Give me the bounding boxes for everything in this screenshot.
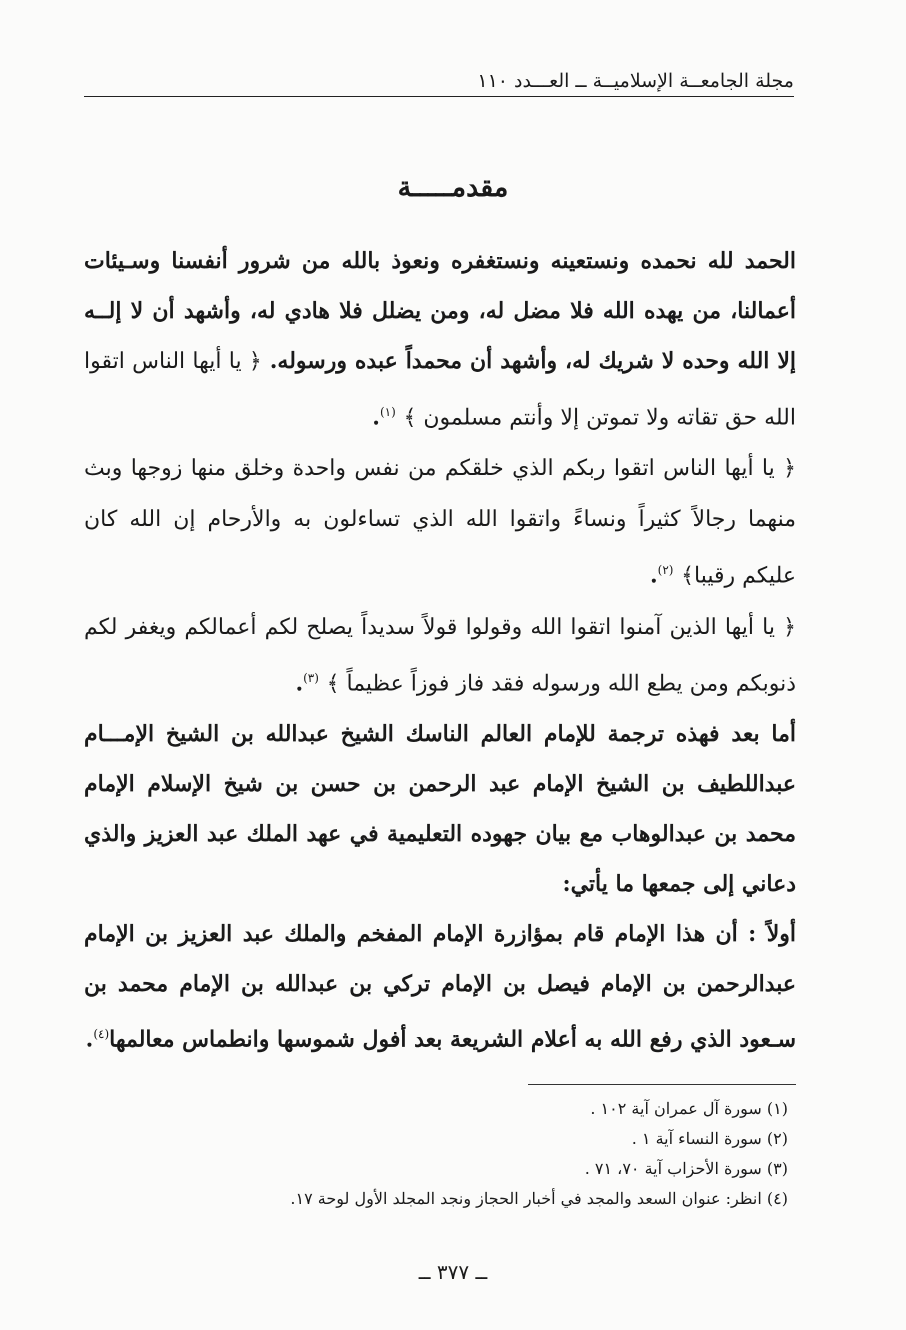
footnote-divider <box>528 1084 796 1085</box>
page-number: ــ ٣٧٧ ــ <box>418 1260 488 1284</box>
footnote-4: (٤) انظر: عنوان السعد والمجد في أخبار الحجاز ونجد المجلد الأول لوحة ١٧. <box>290 1189 788 1208</box>
section-title: مقدمـــــة <box>397 172 509 203</box>
footnote-ref-3: (٣) <box>303 670 319 685</box>
footnote-ref-1: (١) <box>379 405 396 419</box>
header-divider <box>84 96 794 97</box>
body-text <box>84 236 796 1064</box>
quran-verse-1: ﴿ يا أيها الناس اتقوا الله حق تقاته ولا تموتن إلا وأنتم مسلمون ﴾ <box>84 349 796 431</box>
quran-verse-3: ﴿ يا أيها الذين آمنوا اتقوا الله وقولوا قولاً سديداً يصلح لكم أعمالكم ويغفر لكم ذنوبكم ومن يطع الله ورسوله فقد فاز فوزاً عظيماً ﴾ <box>84 614 796 696</box>
footnotes <box>84 1094 788 1214</box>
intro-paragraph: الحمد لله نحمده ونستعينه ونستغفره ونعوذ بالله من شرور أنفسنا وسـيئات أعمالنا، من يهده الله فلا مضل له، ومن يضلل فلا هادي له، وأشهد أن لا إلــه إلا الله وحده لا شريك له، وأشهد أن محمداً عبده ورسوله. ﴿ يا أيها الناس اتقوا الله حق تقاته ولا تموتن إلا وأنتم مسلمون ﴾ $^{(١)}$. <box>84 248 797 431</box>
footnote-ref-4: (٤) <box>93 1026 110 1041</box>
quran-verse-2: ﴿ يا أيها الناس اتقوا ربكم الذي خلقكم من نفس واحدة وخلق منها زوجها وبث منهما رجالاً كثيراً ونساءً واتقوا الله الذي تساءلون به والأرحام إن الله كان عليكم رقيبا﴾ <box>84 456 796 589</box>
footnote-ref-2: (٢) <box>657 563 674 578</box>
intro-text: الحمد لله نحمده ونستعينه ونستغفره ونعوذ بالله من شرور أنفسنا وسـيئات أعمالنا، من يهده الله فلا مضل له، ومن يضلل فلا هادي له، وأشهد أن لا إلــه إلا الله وحده لا شريك له، وأشهد أن محمداً عبده ورسوله. <box>84 248 797 374</box>
footnote-1: (١) سورة آل عمران آية ١٠٢ . <box>590 1099 788 1118</box>
footnote-3: (٣) سورة الأحزاب آية ٧٠، ٧١ . <box>584 1159 788 1178</box>
running-header: مجلة الجامعــة الإسلاميــة ــ العـــدد ١١٠ <box>477 70 794 92</box>
biography-paragraph: أما بعد فهذه ترجمة للإمام العالم الناسك الشيخ عبدالله بن الشيخ الإمـــام عبداللطيف بن الشيخ الإمام عبد الرحمن بن حسن بن شيخ الإسلام الإمام محمد بن عبدالوهاب مع بيان جهوده التعليمية في عهد الملك عبد العزيز والذي دعاني إلى جمعها ما يأتي: <box>84 720 797 897</box>
first-point-text: أولاً : أن هذا الإمام قام بمؤازرة الإمام المفخم والملك عبد العزيز بن الإمام عبدالرحمن بن الإمام فيصل بن الإمام تركي بن عبدالله بن الإمام محمد بن سـعود الذي رفع الله به أعلام الشريعة بعد أفول شموسها وانطماس معالمها <box>84 920 796 1053</box>
first-point-paragraph: أولاً : أن هذا الإمام قام بمؤازرة الإمام المفخم والملك عبد العزيز بن الإمام عبدالرحمن بن الإمام فيصل بن الإمام تركي بن عبدالله بن الإمام محمد بن سـعود الذي رفع الله به أعلام الشريعة بعد أفول شموسها وانطماس معالمها$^{(٤)}$. <box>84 920 796 1053</box>
quran-paragraph-3: ﴿ يا أيها الذين آمنوا اتقوا الله وقولوا قولاً سديداً يصلح لكم أعمالكم ويغفر لكم ذنوبكم ومن يطع الله ورسوله فقد فاز فوزاً عظيماً ﴾ $^{(٣)}$. <box>84 614 796 696</box>
quran-paragraph-2: ﴿ يا أيها الناس اتقوا ربكم الذي خلقكم من نفس واحدة وخلق منها زوجها وبث منهما رجالاً كثيراً ونساءً واتقوا الله الذي تساءلون به والأرحام إن الله كان عليكم رقيبا﴾ $^{(٢)}$. <box>84 456 796 589</box>
footnote-2: (٢) سورة النساء آية ١ . <box>631 1129 788 1148</box>
